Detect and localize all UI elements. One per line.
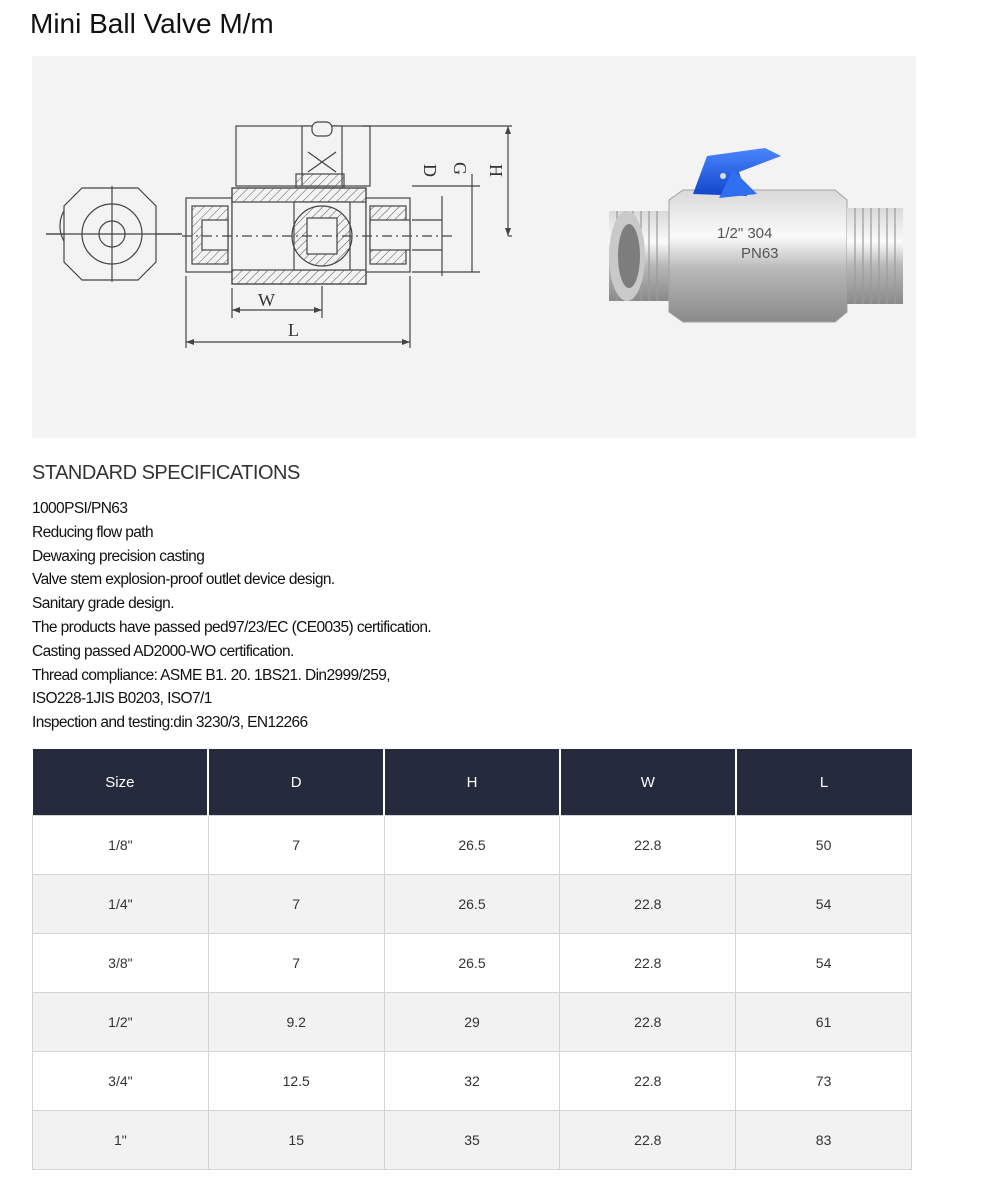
table-cell: 83 xyxy=(736,1111,912,1170)
table-cell: 1" xyxy=(33,1111,209,1170)
spec-item: 1000PSI/PN63 xyxy=(32,500,128,517)
figure-panel xyxy=(32,56,916,438)
photo-stamp-size: 1/2" 304 xyxy=(717,225,773,242)
table-cell: 54 xyxy=(736,875,912,934)
column-header-w: W xyxy=(560,749,736,816)
dim-label-g: G xyxy=(450,162,470,175)
column-header-l: L xyxy=(736,749,912,816)
table-cell: 22.8 xyxy=(560,993,736,1052)
table-cell: 61 xyxy=(736,993,912,1052)
table-cell: 22.8 xyxy=(560,1111,736,1170)
spec-item: Sanitary grade design. xyxy=(32,595,174,613)
spec-item: Casting passed AD2000-WO certification. xyxy=(32,642,294,660)
spec-item: Dewaxing precision casting xyxy=(32,547,205,565)
table-cell: 54 xyxy=(736,934,912,993)
column-header-d: D xyxy=(208,749,384,816)
table-cell: 7 xyxy=(208,816,384,875)
table-row xyxy=(33,816,912,875)
table-cell: 22.8 xyxy=(560,816,736,875)
table-cell: 22.8 xyxy=(560,875,736,934)
photo-stamp-pressure: PN63 xyxy=(741,245,779,262)
table-cell: 29 xyxy=(384,993,560,1052)
table-cell: 12.5 xyxy=(208,1052,384,1111)
specs-heading: STANDARD SPECIFICATIONS xyxy=(32,462,300,484)
table-cell: 7 xyxy=(208,934,384,993)
column-header-size: Size xyxy=(33,749,209,816)
table-cell: 26.5 xyxy=(384,934,560,993)
end-view-hex xyxy=(46,186,182,282)
spec-item: Reducing flow path xyxy=(32,523,154,541)
table-cell: 50 xyxy=(736,816,912,875)
table-row xyxy=(33,993,912,1052)
dimension-table xyxy=(32,749,912,1170)
dim-label-l: L xyxy=(288,320,299,340)
table-cell: 15 xyxy=(208,1111,384,1170)
spec-item: ISO228-1JIS B0203, ISO7/1 xyxy=(32,690,212,708)
dim-label-d: D xyxy=(420,164,440,177)
dim-label-w: W xyxy=(258,290,275,310)
table-cell: 1/2" xyxy=(33,993,209,1052)
column-header-h: H xyxy=(384,749,560,816)
table-header-row xyxy=(33,749,912,816)
table-row xyxy=(33,1111,912,1170)
table-cell: 7 xyxy=(208,875,384,934)
table-cell: 35 xyxy=(384,1111,560,1170)
table-cell: 1/4" xyxy=(33,875,209,934)
spec-item: Inspection and testing:din 3230/3, EN12266 xyxy=(32,714,308,732)
table-cell: 32 xyxy=(384,1052,560,1111)
spec-item: The products have passed ped97/23/EC (CE0035) certification. xyxy=(32,618,432,636)
table-cell: 3/8" xyxy=(33,934,209,993)
spec-item: Thread compliance: ASME B1. 20. 1BS21. Din2999/259, xyxy=(32,666,390,684)
table-row xyxy=(33,875,912,934)
table-cell: 22.8 xyxy=(560,934,736,993)
table-cell: 26.5 xyxy=(384,816,560,875)
table-cell: 1/8" xyxy=(33,816,209,875)
page-title: Mini Ball Valve M/m xyxy=(30,8,274,39)
table-cell: 26.5 xyxy=(384,875,560,934)
product-photo xyxy=(607,126,907,386)
table-row xyxy=(33,934,912,993)
table-cell: 9.2 xyxy=(208,993,384,1052)
spec-item: Valve stem explosion-proof outlet device design. xyxy=(32,571,335,589)
table-row xyxy=(33,1052,912,1111)
table-cell: 3/4" xyxy=(33,1052,209,1111)
dim-label-h: H xyxy=(486,164,506,177)
spec-list xyxy=(32,497,431,735)
table-cell: 73 xyxy=(736,1052,912,1111)
table-cell: 22.8 xyxy=(560,1052,736,1111)
